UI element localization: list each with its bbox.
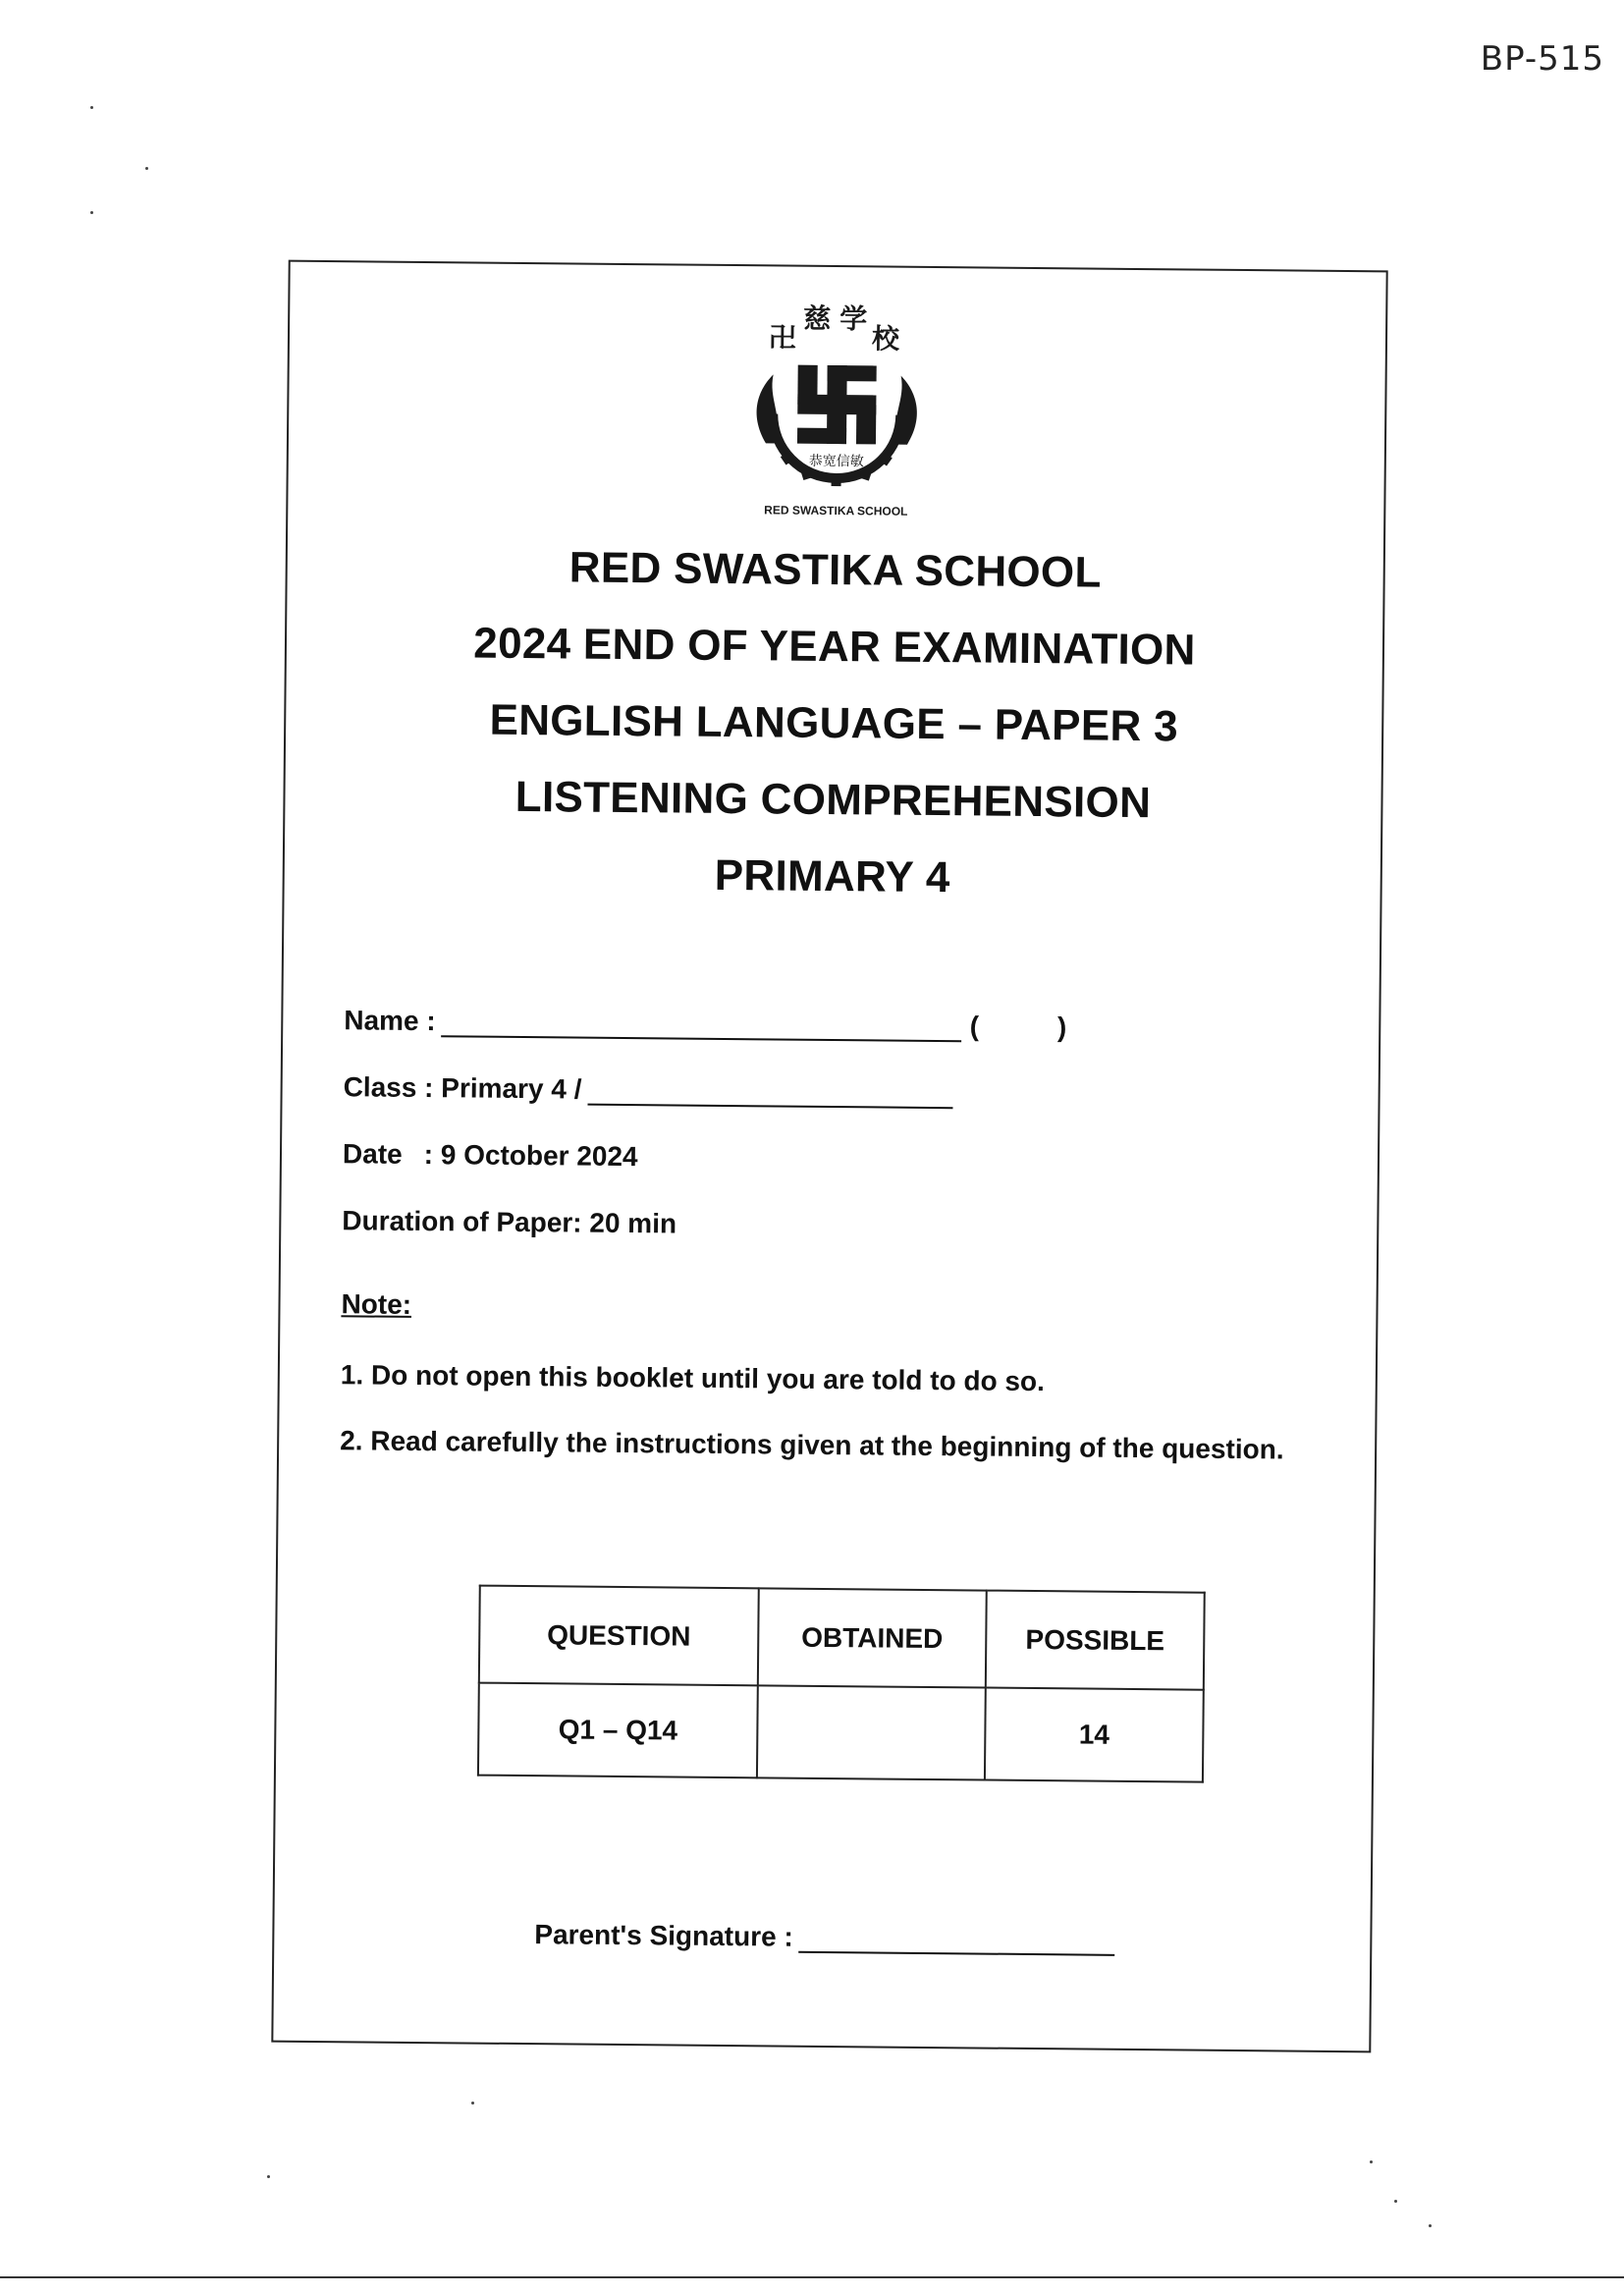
- header-obtained: OBTAINED: [758, 1588, 987, 1687]
- title-component: LISTENING COMPREHENSION: [514, 772, 1152, 828]
- index-paren-close: ): [1056, 1011, 1067, 1043]
- name-label: Name :: [344, 1005, 436, 1037]
- cell-question-range: Q1 – Q14: [478, 1683, 758, 1778]
- header-possible: POSSIBLE: [986, 1591, 1205, 1690]
- emblem-icon: [797, 365, 877, 445]
- scan-speck: [1394, 2200, 1397, 2203]
- logo-chinese-char-2: 慈: [803, 301, 832, 335]
- note-title: Note:: [341, 1288, 412, 1320]
- duration-text: Duration of Paper: 20 min: [342, 1205, 677, 1239]
- scan-edge-line: [0, 2276, 1624, 2278]
- exam-titles: [284, 527, 1383, 921]
- title-subject: ENGLISH LANGUAGE – PAPER 3: [489, 695, 1179, 751]
- cell-possible: 14: [985, 1688, 1204, 1782]
- duration-row: [342, 1170, 1065, 1243]
- note-section: [340, 1288, 1285, 1500]
- date-label: Date: [342, 1138, 403, 1170]
- title-school: RED SWASTIKA SCHOOL: [568, 543, 1102, 597]
- student-fields: [342, 969, 1067, 1243]
- index-paren-open: (: [969, 1011, 980, 1042]
- scan-speck: [145, 167, 148, 170]
- class-row: [343, 1036, 1066, 1110]
- date-value: : 9 October 2024: [423, 1139, 638, 1173]
- cell-obtained[interactable]: [757, 1685, 986, 1779]
- logo-chinese-char-4: 校: [871, 322, 900, 355]
- score-table: [477, 1585, 1206, 1783]
- scan-speck: [267, 2175, 270, 2178]
- scan-speck: [90, 211, 93, 214]
- scan-speck: [471, 2102, 474, 2105]
- flame-right-icon: [895, 376, 917, 445]
- logo-caption: RED SWASTIKA SCHOOL: [764, 503, 908, 519]
- title-level: PRIMARY 4: [714, 850, 950, 902]
- date-row: [343, 1103, 1066, 1176]
- name-row: [344, 969, 1067, 1043]
- signature-row: [534, 1919, 1115, 1956]
- scan-speck: [1429, 2224, 1432, 2227]
- title-exam: 2024 END OF YEAR EXAMINATION: [473, 619, 1196, 675]
- header-question: QUESTION: [479, 1586, 759, 1686]
- cover-frame: [271, 260, 1387, 2053]
- logo-motto: 恭宽信敏: [808, 453, 864, 470]
- school-logo: [288, 292, 1385, 528]
- signature-blank[interactable]: [799, 1950, 1115, 1956]
- school-crest-icon: [728, 296, 946, 523]
- class-label: Class : Primary 4 /: [343, 1071, 582, 1105]
- logo-chinese-char-3: 学: [839, 302, 868, 336]
- page-code: BP-515: [1480, 39, 1604, 79]
- note-item-1: 1. Do not open this booklet until you are told to do so.: [340, 1359, 1046, 1397]
- score-table-header: [479, 1586, 1205, 1690]
- signature-label: Parent's Signature :: [534, 1919, 793, 1952]
- scan-speck: [90, 106, 93, 109]
- table-row: [478, 1683, 1204, 1782]
- flame-left-icon: [756, 374, 778, 443]
- note-item-2: 2. Read carefully the instructions given at the beginning of the question.: [340, 1425, 1284, 1465]
- logo-chinese-char-1: 卍: [768, 321, 797, 355]
- scan-speck: [1370, 2160, 1373, 2163]
